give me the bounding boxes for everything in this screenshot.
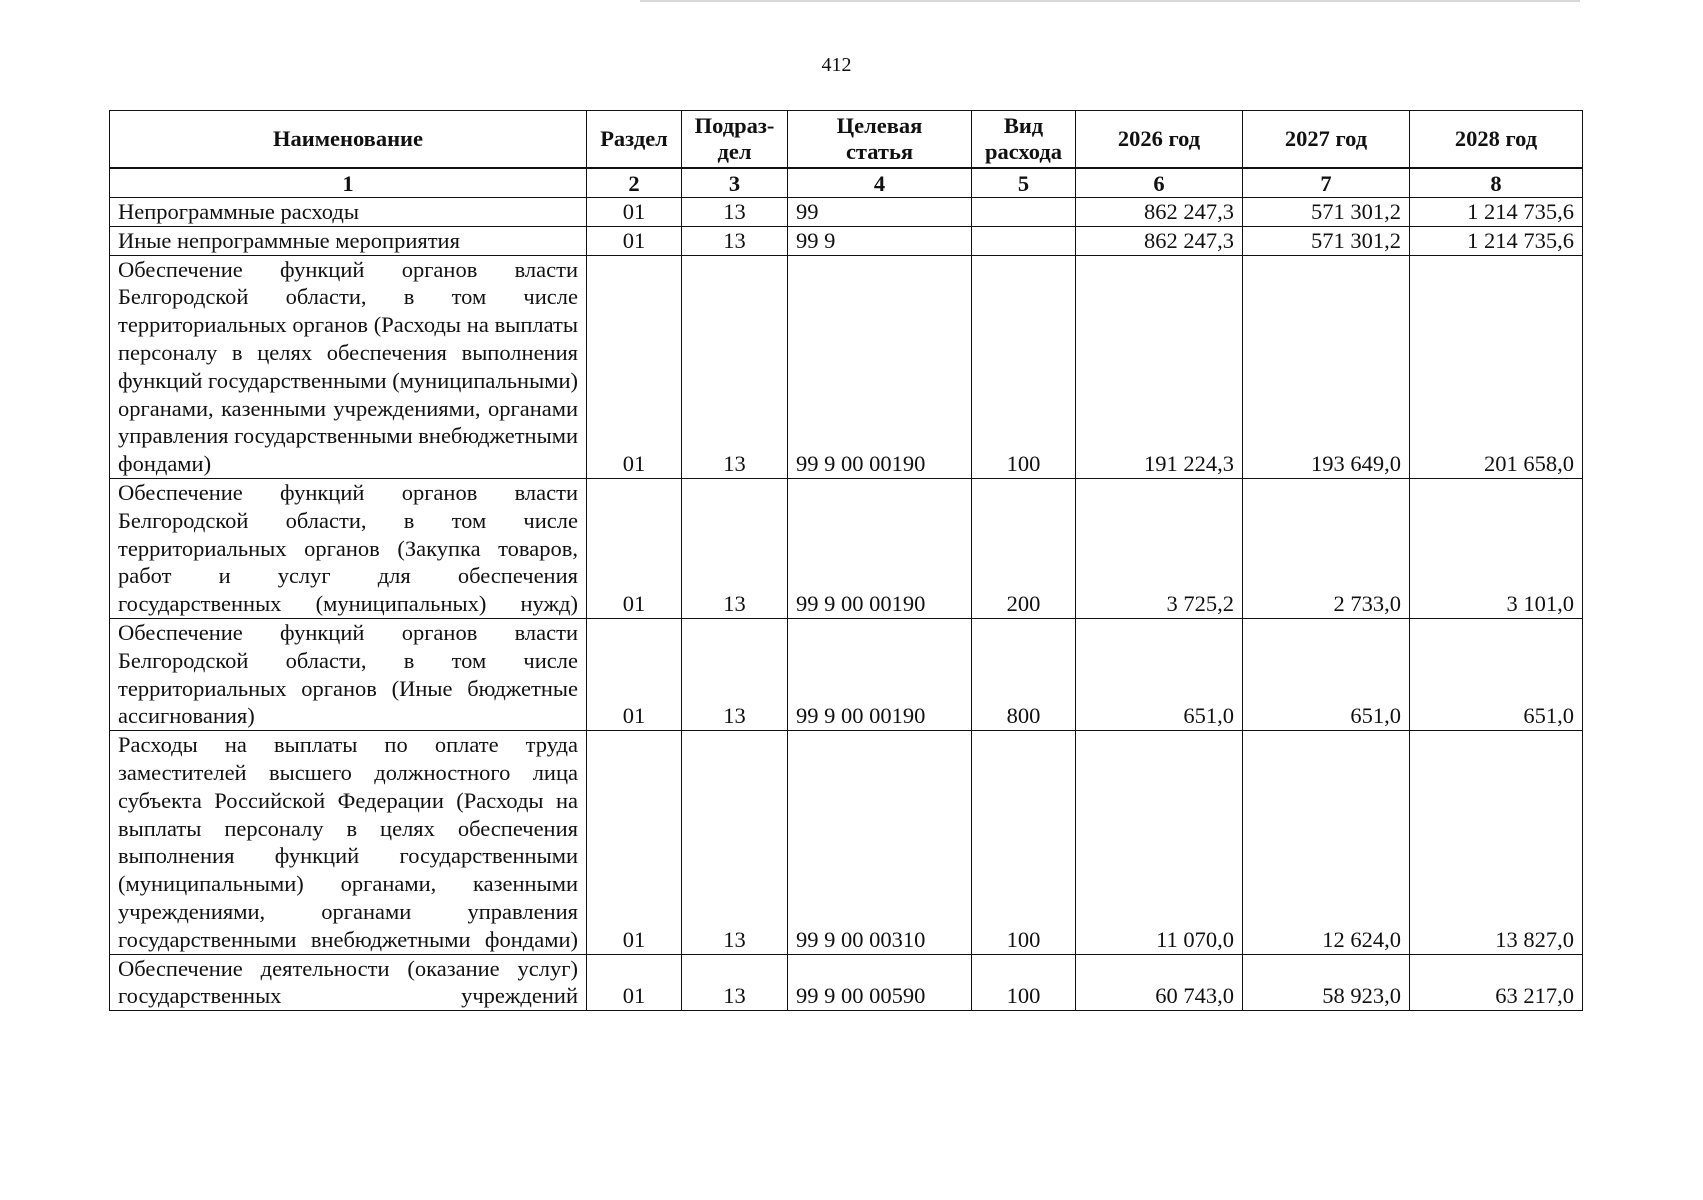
column-number: 8 — [1410, 168, 1583, 198]
budget-table — [109, 110, 1583, 1011]
row-2026-cell: 862 247,3 — [1076, 226, 1243, 255]
row-2028-cell: 13 827,0 — [1410, 731, 1583, 954]
row-expense-type-cell: 200 — [972, 478, 1076, 618]
row-2028-cell: 651,0 — [1410, 618, 1583, 730]
header-subsection: Подраз- дел — [682, 111, 788, 169]
column-number: 6 — [1076, 168, 1243, 198]
table-row — [110, 226, 1583, 255]
column-number: 4 — [788, 168, 972, 198]
row-section-cell: 01 — [587, 731, 682, 954]
header-target: Целевая статья — [788, 111, 972, 169]
row-expense-type-cell: 800 — [972, 618, 1076, 730]
row-expense-type-cell — [972, 226, 1076, 255]
column-number: 7 — [1243, 168, 1410, 198]
row-target-cell: 99 9 — [788, 226, 972, 255]
row-target-cell: 99 9 00 00590 — [788, 954, 972, 1011]
header-2028: 2028 год — [1410, 111, 1583, 169]
column-number: 1 — [110, 168, 587, 198]
row-expense-type-cell: 100 — [972, 731, 1076, 954]
row-2027-cell: 571 301,2 — [1243, 226, 1410, 255]
row-2026-cell: 3 725,2 — [1076, 478, 1243, 618]
row-2028-cell: 1 214 735,6 — [1410, 226, 1583, 255]
row-2026-cell: 862 247,3 — [1076, 198, 1243, 227]
row-section-cell: 01 — [587, 198, 682, 227]
row-2027-cell: 12 624,0 — [1243, 731, 1410, 954]
row-2026-cell: 11 070,0 — [1076, 731, 1243, 954]
row-2028-cell: 3 101,0 — [1410, 478, 1583, 618]
scan-artifact-line — [640, 0, 1580, 2]
column-number: 2 — [587, 168, 682, 198]
table-row — [110, 255, 1583, 478]
row-name-cell: Обеспечение функций органов власти Белгородской области, в том числе территориальных органов (Расходы на выплаты персоналу в целях обеспечения выполнения функций государственными (муниципальными) органами, казенными учреждениями, органами управления государственными внебюджетными фондами) — [110, 255, 587, 478]
table-header — [110, 111, 1583, 169]
header-2026: 2026 год — [1076, 111, 1243, 169]
row-subsection-cell: 13 — [682, 954, 788, 1011]
table-body — [110, 168, 1583, 1011]
row-2026-cell: 60 743,0 — [1076, 954, 1243, 1011]
row-expense-type-cell: 100 — [972, 255, 1076, 478]
row-subsection-cell: 13 — [682, 226, 788, 255]
row-subsection-cell: 13 — [682, 731, 788, 954]
column-number-row — [110, 168, 1583, 198]
row-subsection-cell: 13 — [682, 618, 788, 730]
row-2027-cell: 2 733,0 — [1243, 478, 1410, 618]
row-name-cell: Обеспечение функций органов власти Белгородской области, в том числе территориальных органов (Закупка товаров, работ и услуг для обеспечения государственных (муниципальных) нужд) — [110, 478, 587, 618]
row-expense-type-cell — [972, 198, 1076, 227]
row-section-cell: 01 — [587, 255, 682, 478]
header-name: Наименование — [110, 111, 587, 169]
row-section-cell: 01 — [587, 478, 682, 618]
table-row — [110, 731, 1583, 954]
row-name-cell: Обеспечение деятельности (оказание услуг) государственных учреждений — [110, 954, 587, 1011]
row-2026-cell: 191 224,3 — [1076, 255, 1243, 478]
row-name-cell: Расходы на выплаты по оплате труда заместителей высшего должностного лица субъекта Российской Федерации (Расходы на выплаты персоналу в целях обеспечения выполнения функций государственными (муниципальными) органами, казенными учреждениями, органами управления государственными внебюджетными фондами) — [110, 731, 587, 954]
page-number: 412 — [821, 54, 852, 76]
row-subsection-cell: 13 — [682, 478, 788, 618]
table-row — [110, 478, 1583, 618]
row-target-cell: 99 9 00 00190 — [788, 618, 972, 730]
row-2026-cell: 651,0 — [1076, 618, 1243, 730]
row-subsection-cell: 13 — [682, 198, 788, 227]
row-name-cell: Иные непрограммные мероприятия — [110, 226, 587, 255]
row-target-cell: 99 9 00 00190 — [788, 255, 972, 478]
header-section: Раздел — [587, 111, 682, 169]
row-section-cell: 01 — [587, 226, 682, 255]
row-section-cell: 01 — [587, 954, 682, 1011]
row-2028-cell: 1 214 735,6 — [1410, 198, 1583, 227]
table-row — [110, 954, 1583, 1011]
row-2027-cell: 193 649,0 — [1243, 255, 1410, 478]
row-target-cell: 99 — [788, 198, 972, 227]
row-name-cell: Непрограммные расходы — [110, 198, 587, 227]
row-2027-cell: 58 923,0 — [1243, 954, 1410, 1011]
row-section-cell: 01 — [587, 618, 682, 730]
column-number: 5 — [972, 168, 1076, 198]
row-2028-cell: 201 658,0 — [1410, 255, 1583, 478]
table-row — [110, 198, 1583, 227]
row-target-cell: 99 9 00 00310 — [788, 731, 972, 954]
column-number: 3 — [682, 168, 788, 198]
row-2027-cell: 651,0 — [1243, 618, 1410, 730]
row-2028-cell: 63 217,0 — [1410, 954, 1583, 1011]
header-2027: 2027 год — [1243, 111, 1410, 169]
row-subsection-cell: 13 — [682, 255, 788, 478]
header-expense-type: Вид расхода — [972, 111, 1076, 169]
row-expense-type-cell: 100 — [972, 954, 1076, 1011]
row-2027-cell: 571 301,2 — [1243, 198, 1410, 227]
row-target-cell: 99 9 00 00190 — [788, 478, 972, 618]
row-name-cell: Обеспечение функций органов власти Белгородской области, в том числе территориальных органов (Иные бюджетные ассигнования) — [110, 618, 587, 730]
table-row — [110, 618, 1583, 730]
